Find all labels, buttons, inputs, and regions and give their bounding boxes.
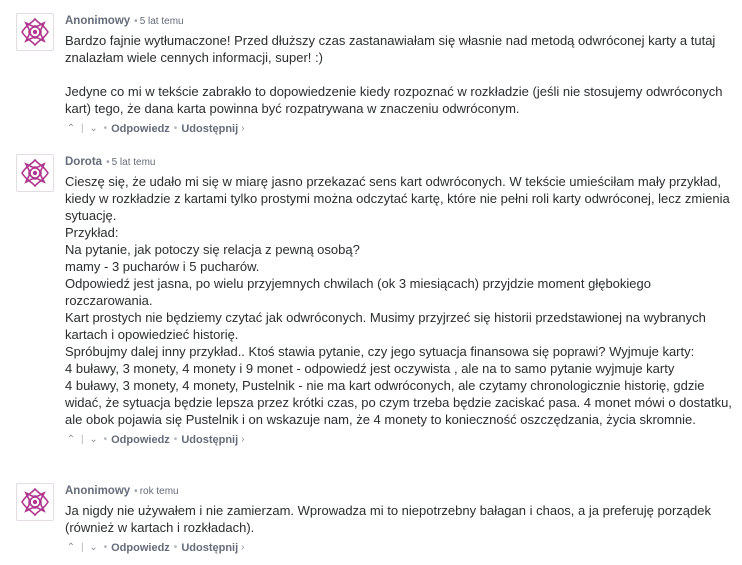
actions-separator: • (103, 542, 108, 554)
vote-divider: | (81, 542, 84, 554)
comment-timestamp[interactable]: 5 lat temu (139, 16, 184, 27)
comment-body (65, 13, 738, 136)
comment-actions (65, 433, 738, 447)
comment-author[interactable]: Anonimowy (65, 485, 131, 497)
share-button[interactable]: Udostępnij (181, 123, 239, 136)
comment-author[interactable]: Anonimowy (65, 15, 131, 27)
mandala-avatar-icon (19, 486, 51, 518)
comment-paragraph: Ja nigdy nie używałem i nie zamierzam. Wprowadza mi to niepotrzebny bałagan i chaos, a ja preferuję porządek (również w kartach i rozkładach). (65, 503, 715, 535)
actions-separator: • (103, 434, 108, 446)
comment-paragraph: Bardzo fajnie wytłumaczone! Przed dłuższy czas zastanawiałam się własnie nad metodą odwróconej karty a tutaj znalazłam wiele cennych informacji, super! :) (65, 33, 719, 65)
reply-button[interactable]: Odpowiedz (111, 123, 170, 136)
comment-paragraph: Spróbujmy dalej inny przykład.. Ktoś stawia pytanie, czy jego sytuacja finansowa się poprawi? Wyjmuje karty: (65, 344, 695, 359)
chevron-right-icon: › (241, 123, 245, 135)
chevron-right-icon: › (241, 434, 245, 446)
actions-separator: • (173, 542, 178, 554)
chevron-down-icon[interactable]: ⌄ (89, 123, 98, 135)
comment-actions (65, 541, 738, 555)
comment-text (65, 502, 738, 536)
actions-separator: • (173, 434, 178, 446)
comment-author[interactable]: Dorota (65, 156, 103, 168)
comment-paragraph (65, 66, 738, 83)
meta-separator: • (134, 16, 138, 27)
share-button[interactable]: Udostępnij (181, 434, 239, 447)
vote-divider: | (81, 434, 84, 446)
comment-paragraph: 4 buławy, 3 monety, 4 monety i 9 monet - odpowiedź jest oczywista , ale na to samo pytanie wyjmuje karty (65, 361, 675, 376)
comment-actions (65, 122, 738, 136)
comment-meta (65, 483, 738, 499)
chevron-up-icon[interactable]: ⌃ (66, 434, 76, 446)
chevron-down-icon[interactable]: ⌄ (89, 542, 98, 554)
comment-timestamp[interactable]: rok temu (139, 486, 179, 497)
comment-timestamp[interactable]: 5 lat temu (111, 157, 156, 168)
meta-separator: • (134, 486, 138, 497)
comment-body (65, 483, 738, 555)
chevron-up-icon[interactable]: ⌃ (66, 123, 76, 135)
actions-separator: • (173, 123, 178, 135)
comment-meta (65, 154, 738, 170)
avatar[interactable] (16, 154, 54, 192)
actions-separator: • (103, 123, 108, 135)
mandala-avatar-icon (19, 157, 51, 189)
comment-paragraph: mamy - 3 pucharów i 5 pucharów. (65, 259, 260, 274)
comment-paragraph: Na pytanie, jak potoczy się relacja z pewną osobą? (65, 242, 360, 257)
comment-body (65, 154, 738, 447)
comment-text (65, 32, 738, 117)
mandala-avatar-icon (19, 16, 51, 48)
comment-paragraph: Kart prostych nie będziemy czytać jak odwróconych. Musimy przyjrzeć się historii przedstawionej na wybranych kartach i opowiedzieć historię. (65, 310, 710, 342)
reply-button[interactable]: Odpowiedz (111, 542, 170, 555)
comment-paragraph: 4 buławy, 3 monety, 4 monety, Pustelnik - nie ma kart odwróconych, ale czytamy chronologicznie historię, gdzie widać, że sytuacja będzie lepsza przez krótki czas, po czym trzeba będzie zaciskać pasa. 4 monet mówi o dostatku, ale obok pojawia się Pustelnik i on wskazuje nam, że 4 monety to konieczność oszczędzania, życia skromnie. (65, 378, 736, 427)
share-button[interactable]: Udostępnij (181, 542, 239, 555)
comment-paragraph: Odpowiedź jest jasna, po wielu przyjemnych chwilach (ok 3 miesiącach) przyjdzie moment głębokiego rozczarowania. (65, 276, 655, 308)
comment-paragraph: Przykład: (65, 225, 119, 240)
meta-separator: • (106, 157, 110, 168)
chevron-down-icon[interactable]: ⌄ (89, 434, 98, 446)
avatar[interactable] (16, 483, 54, 521)
vote-divider: | (81, 123, 84, 135)
reply-button[interactable]: Odpowiedz (111, 434, 170, 447)
comment-paragraph: Cieszę się, że udało mi się w miarę jasno przekazać sens kart odwróconych. W tekście umieściłam mały przykład, kiedy w rozkładzie z kartami tylko prostymi można odczytać kartę, które nie pełni roli karty odwróconej, lecz zmienia sytuację. (65, 174, 734, 223)
comment-text (65, 173, 738, 428)
chevron-right-icon: › (241, 542, 245, 554)
comment-meta (65, 13, 738, 29)
comment-paragraph: Jedyne co mi w tekście zabrakło to dopowiedzenie kiedy rozpoznać w rozkładzie (jeśli nie stosujemy odwróconych kart) tego, że dana karta powinna być rozpatrywana w znaczeniu odwróconym. (65, 84, 727, 116)
avatar[interactable] (16, 13, 54, 51)
chevron-up-icon[interactable]: ⌃ (66, 542, 76, 554)
